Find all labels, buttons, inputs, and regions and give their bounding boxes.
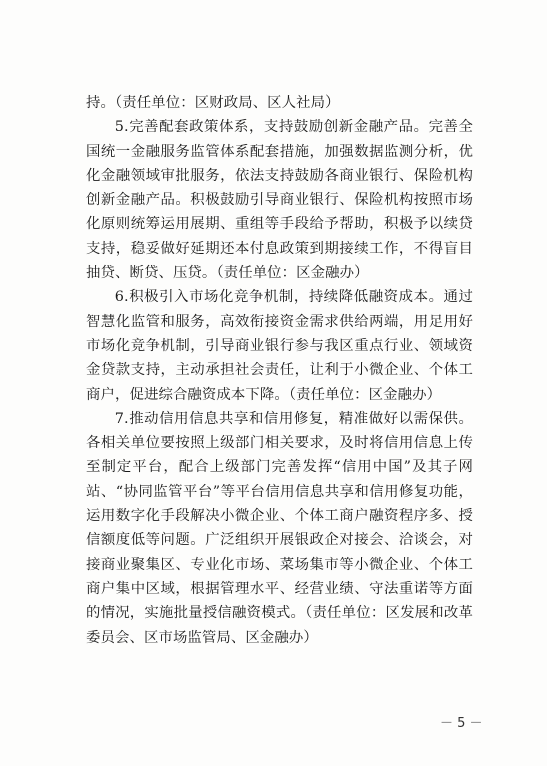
paragraph-continuation: 持。（责任单位：区财政局、区人社局）	[86, 95, 340, 111]
page-number: － 5 －	[440, 716, 483, 731]
body-text	[86, 91, 473, 650]
paragraph-6: 6.积极引入市场化竞争机制，持续降低融资成本。通过智慧化监管和服务，高效衔接资金需求供给两端，用足用好市场化竞争机制，引导商业银行参与我区重点行业、领域资金贷款支持，主动承担社会责任，让利于小微企业、个体工商户，促进综合融资成本下降。（责任单位：区金融办）	[86, 289, 473, 403]
paragraph-5: 5.完善配套政策体系，支持鼓励创新金融产品。完善全国统一金融服务监管体系配套措施，加强数据监测分析，优化金融领域审批服务，依法支持鼓励各商业银行、保险机构创新金融产品。积极鼓励引导商业银行、保险机构按照市场化原则统筹运用展期、重组等手段给予帮助，积极予以续贷支持，稳妥做好延期还本付息政策到期接续工作，不得盲目抽贷、断贷、压贷。（责任单位：区金融办）	[86, 119, 473, 282]
paragraph-7: 7.推动信用信息共享和信用修复，精准做好以需保供。各相关单位要按照上级部门相关要求，及时将信用信息上传至制定平台，配合上级部门完善发挥“信用中国”及其子网站、“协同监管平台”等平台信用信息共享和信用修复功能，运用数字化手段解决小微企业、个体工商户融资程序多、授信额度低等问题。广泛组织开展银政企对接会、洽谈会，对接商业聚集区、专业化市场、菜场集市等小微企业、个体工商户集中区域，根据管理水平、经营业绩、守法重诺等方面的情况，实施批量授信融资模式。（责任单位：区发展和改革委员会、区市场监管局、区金融办）	[86, 410, 473, 646]
